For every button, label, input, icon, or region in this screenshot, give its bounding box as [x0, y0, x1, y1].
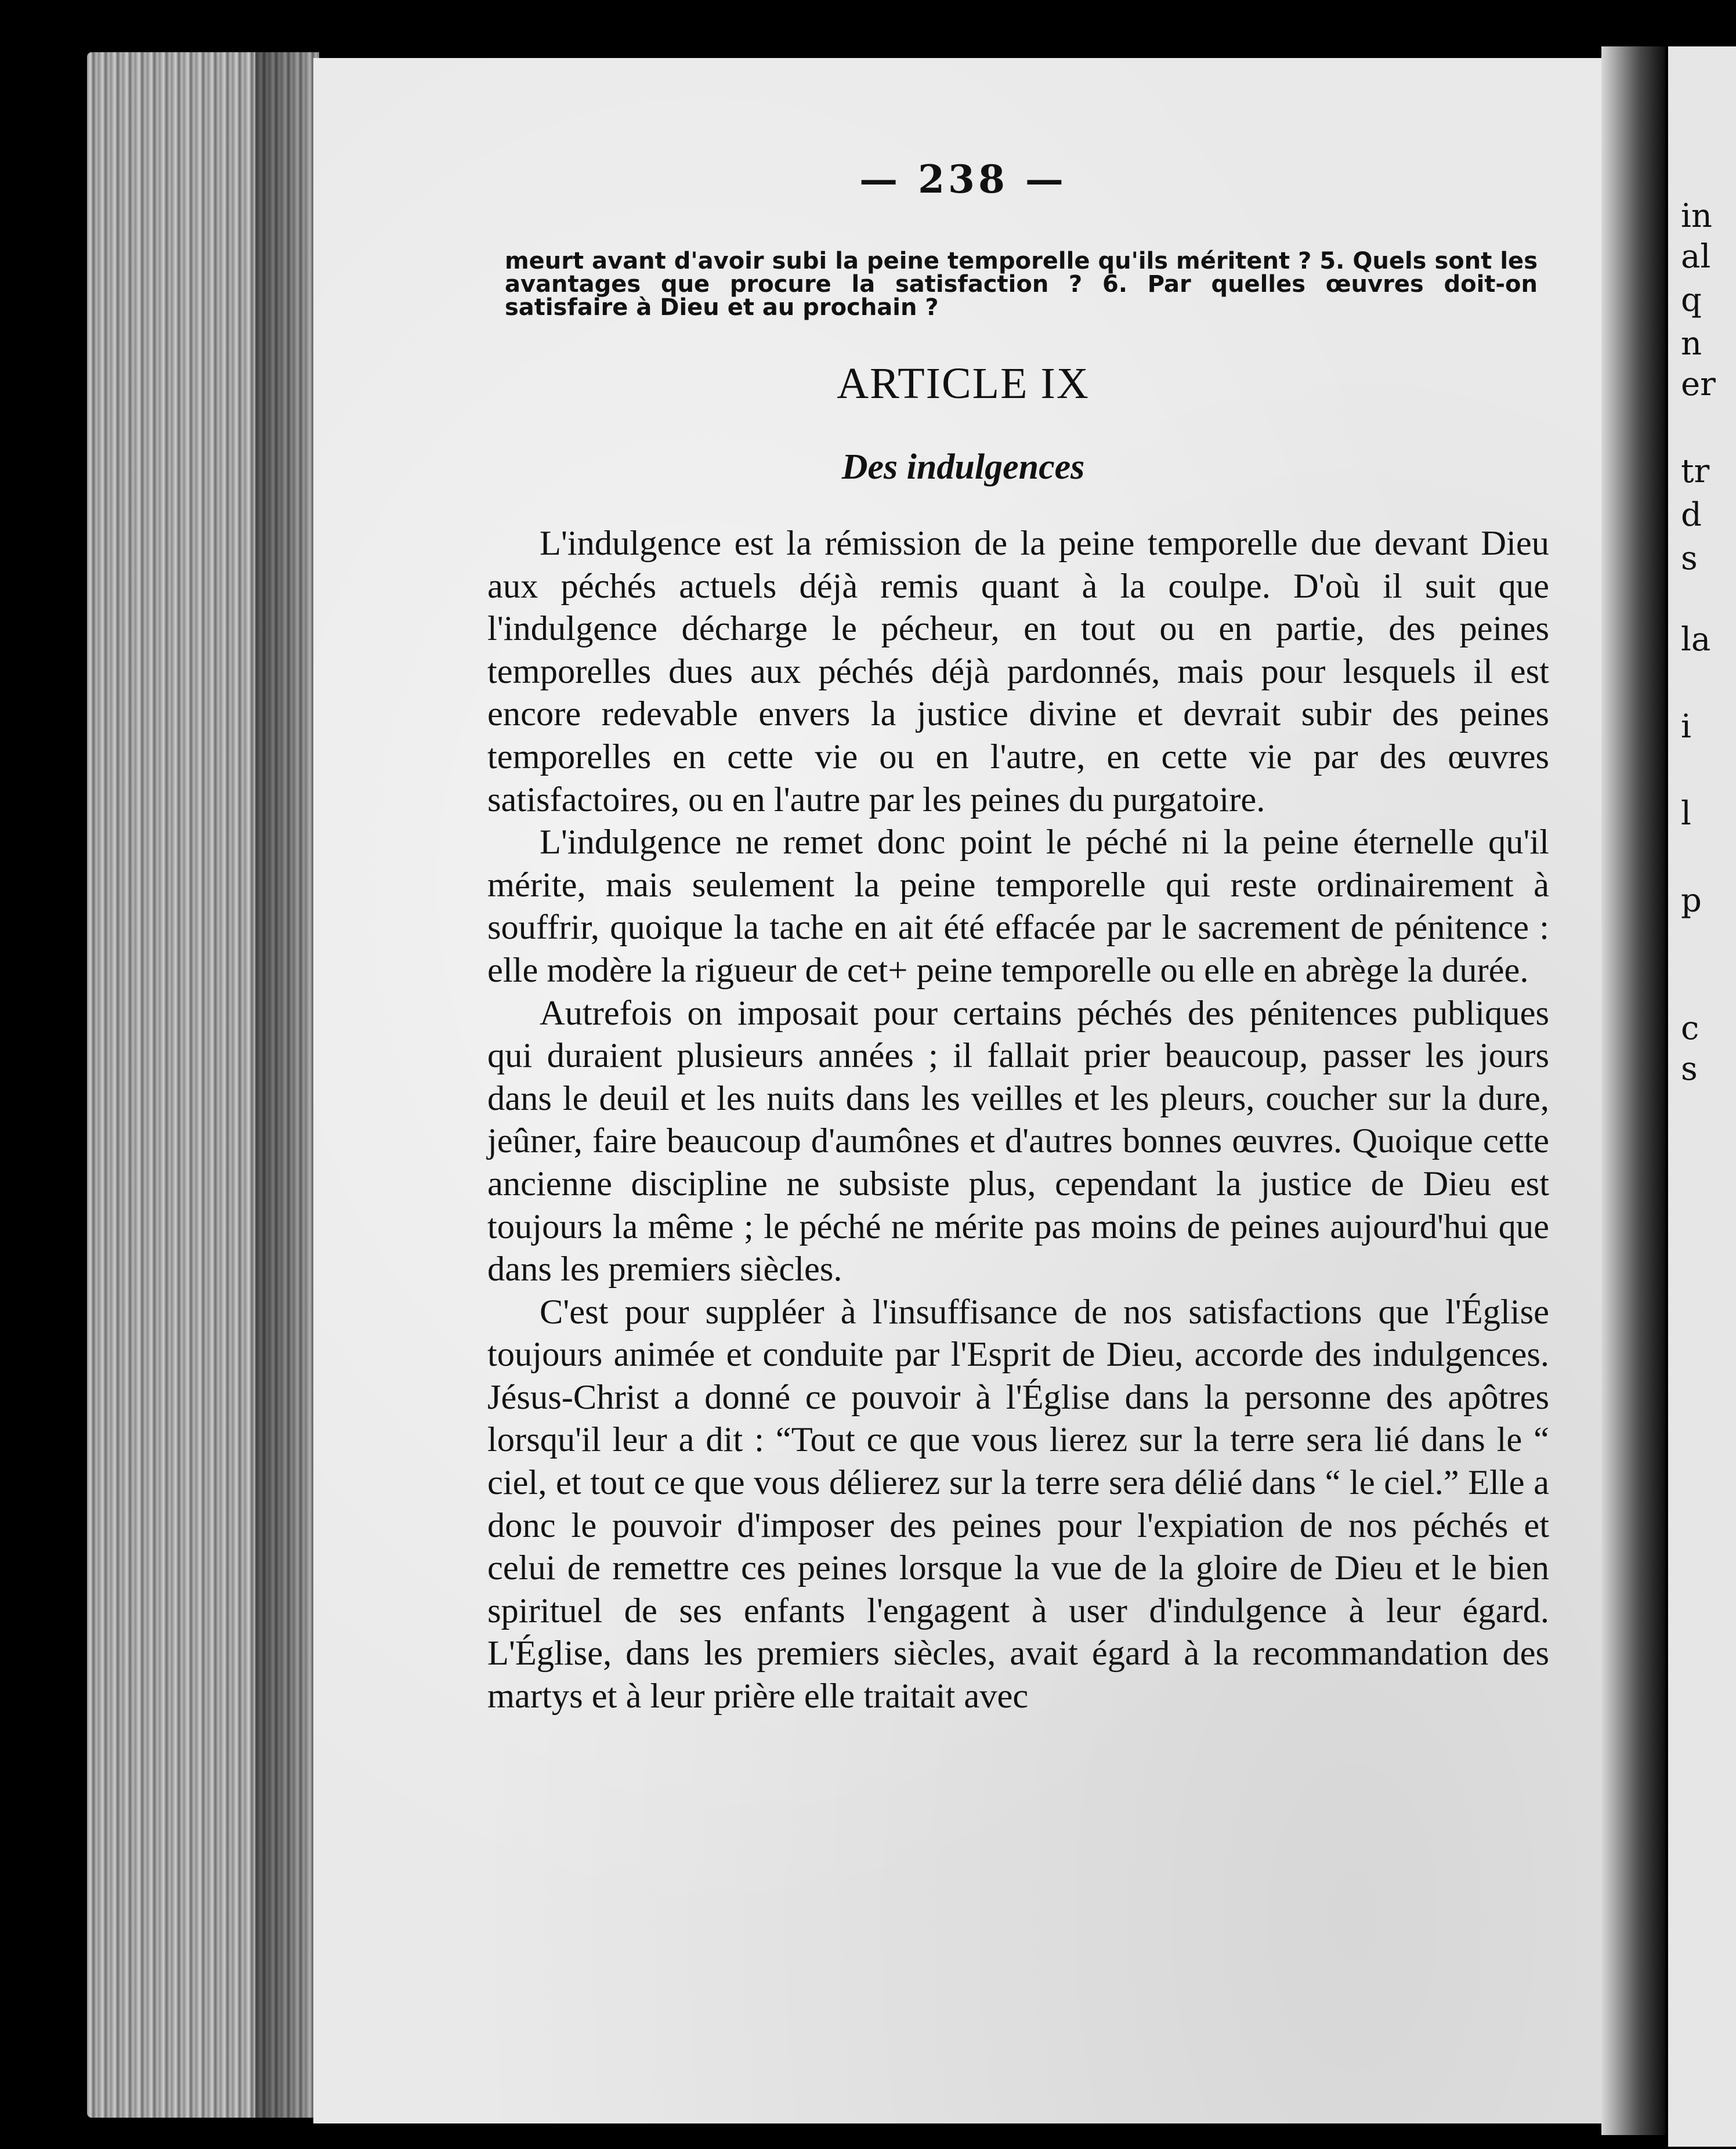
facing-fragment: q [1681, 281, 1702, 319]
paragraph: C'est pour suppléer à l'insuffisance de nos satisfactions que l'Église toujours animée et conduite par l'Esprit de Dieu, accorde des indulgences. Jésus-Christ a donné ce pouvoir à l'Église dans la personne des apôtres lorsqu'il leur a dit : “Tout ce que vous lierez sur la terre sera lié dans le “ ciel, et tout ce que vous délierez sur la terre sera délié dans “ le ciel.” Elle a donc le pouvoir d'imposer des peines pour l'expiation de nos péchés et celui de remettre ces peines lorsque la vue de la gloire de Dieu et le bien spirituel de ses enfants l'engagent à user d'indulgence à leur égard. L'Église, dans les premiers siècles, avait égard à la recommandation des martys et à leur prière elle traitait avec [487, 1292, 1549, 1716]
facing-fragment: s [1681, 1050, 1698, 1088]
facing-fragment: n [1681, 325, 1702, 363]
page-number: — 238 — [859, 157, 1067, 202]
facing-page [1668, 46, 1736, 2147]
article-body [487, 522, 1549, 1718]
review-questions: meurt avant d'avoir subi la peine temporelle qu'ils méritent ? 5. Quels sont les avantages que procure la satisfaction ? 6. Par quelles œuvres doit-on satisfaire à Dieu et au prochain ? [505, 248, 1538, 321]
edge-shadow [255, 52, 319, 2118]
facing-fragment: la [1681, 621, 1711, 659]
facing-fragment: al [1681, 238, 1711, 276]
paragraph: L'indulgence ne remet donc point le péché ni la peine éternelle qu'il mérite, mais seulement la peine temporelle qui reste ordinairement à souffrir, quoique la tache en ait été effacée par le sacrement de pénitence : elle modère la rigueur de cet+ peine temporelle ou elle en abrège la durée. [487, 823, 1549, 990]
facing-fragment: s [1681, 540, 1698, 577]
facing-fragment: in [1681, 197, 1712, 235]
paragraph: Autrefois on imposait pour certains péchés des pénitences publiques qui duraient plusieurs années ; il fallait prier beaucoup, passer les jours dans le deuil et les nuits dans les veilles et les pleurs, coucher sur la dure, jeûner, faire beaucoup d'aumônes et d'autres bonnes œuvres. Quoique cette ancienne discipline ne subsiste plus, cependant la justice de Dieu est toujours la même ; le péché ne mérite pas moins de peines aujourd'hui que dans les premiers siècles. [487, 993, 1549, 1289]
facing-fragment: i [1681, 708, 1691, 746]
article-title: ARTICLE IX [837, 359, 1090, 408]
facing-fragment: l [1681, 795, 1691, 833]
facing-fragment: d [1681, 496, 1702, 534]
facing-fragment: er [1681, 366, 1716, 403]
facing-fragment: c [1681, 1010, 1699, 1047]
article-subtitle: Des indulgences [841, 447, 1085, 487]
paragraph: L'indulgence est la rémission de la peine temporelle due devant Dieu aux péchés actuels déjà remis quant à la coulpe. D'où il suit que l'indulgence décharge le pécheur, en tout ou en partie, des peines temporelles dues aux péchés déjà pardonnés, mais pour lesquels il est encore redevable envers la justice divine et devrait subir des peines temporelles en cette vie ou en l'autre, en cette vie par des œuvres satisfactoires, ou en l'autre par les peines du purgatoire. [487, 524, 1549, 819]
facing-fragment: p [1681, 882, 1702, 920]
facing-fragment: tr [1681, 453, 1710, 490]
